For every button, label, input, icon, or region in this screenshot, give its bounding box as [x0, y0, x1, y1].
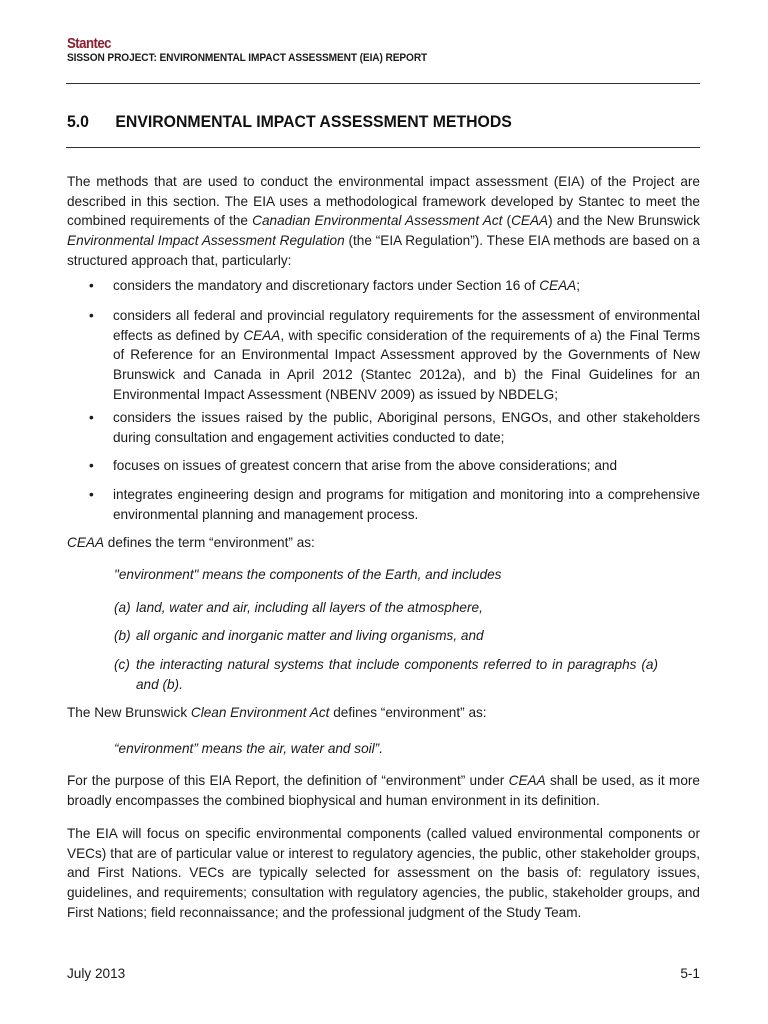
header-divider [66, 83, 700, 84]
bullet-icon: • [89, 308, 94, 323]
ceaa-definition-quote: "environment" means the components of the Earth, and includes [114, 567, 502, 582]
nb-definition-quote: “environment” means the air, water and soil”. [114, 741, 383, 756]
report-header-title: SISSON PROJECT: ENVIRONMENTAL IMPACT ASSESSMENT (EIA) REPORT [67, 52, 428, 64]
list-item: • considers the mandatory and discretionary factors under Section 16 of CEAA; [67, 276, 700, 296]
list-item: • integrates engineering design and programs for mitigation and monitoring into a comprehensive environmental planning and management process. [89, 487, 700, 522]
bullet-icon: • [89, 278, 94, 293]
footer-date: July 2013 [67, 966, 126, 981]
nb-definition-lead: The New Brunswick Clean Environment Act defines “environment” as: [67, 705, 487, 720]
ceaa-definition-lead: CEAA defines the term “environment” as: [67, 535, 315, 550]
bullet-icon: • [89, 487, 94, 502]
stantec-logo: Stantec [67, 35, 111, 52]
section-heading [67, 112, 512, 132]
list-item: • considers the issues raised by the public, Aboriginal persons, ENGOs, and other stakeholders during consultation and engagement activities conducted to date; [89, 410, 700, 445]
section-title: ENVIRONMENTAL IMPACT ASSESSMENT METHODS [115, 112, 512, 131]
list-item: • considers all federal and provincial regulatory requirements for the assessment of environmental effects as defined by CEAA, with specific consideration of the requirements of a) the Final Terms of Reference for an Environmental Impact Assessment approved by the Governments of New Brunswick and Canada in April 2012 (Stantec 2012a), and b) the Final Guidelines for an Environmental Impact Assessment (NBENV 2009) as issued by NBDELG; [89, 308, 700, 402]
purpose-paragraph: For the purpose of this EIA Report, the definition of “environment” under CEAA shall be used, as it more broadly encompasses the combined biophysical and human environment in its definition. [67, 773, 700, 808]
footer-page-number: 5-1 [680, 966, 700, 981]
list-item: • focuses on issues of greatest concern that arise from the above considerations; and [67, 456, 700, 476]
section-divider [66, 147, 700, 148]
bullet-icon: • [89, 458, 94, 473]
intro-paragraph: The methods that are used to conduct the environmental impact assessment (EIA) of the Project are described in this section. The EIA uses a methodological framework developed by Stantec to meet the combined requirements of the Canadian Environmental Assessment Act (CEAA) and the New Brunswick Environmental Impact Assessment Regulation (the “EIA Regulation”). These EIA methods are based on a structured approach that, particularly: [67, 174, 700, 268]
bullet-icon: • [89, 410, 94, 425]
vec-paragraph: The EIA will focus on specific environmental components (called valued environmental components or VECs) that are of particular value or interest to regulatory agencies, the public, other stakeholder groups, and First Nations. VECs are typically selected for assessment on the basis of: regulatory issues, guidelines, and requirements; consultation with regulatory agencies, the public, stakeholder groups, and First Nations; field reconnaissance; and the professional judgment of the Study Team. [67, 826, 700, 920]
ceaa-definition-item-a: (a) land, water and air, including all layers of the atmosphere, [114, 600, 483, 615]
ceaa-definition-item-b: (b) all organic and inorganic matter and living organisms, and [114, 628, 484, 643]
section-number: 5.0 [67, 112, 89, 131]
ceaa-definition-item-c: (c) the interacting natural systems that include components referred to in paragraphs (a) and (b). [114, 657, 658, 692]
